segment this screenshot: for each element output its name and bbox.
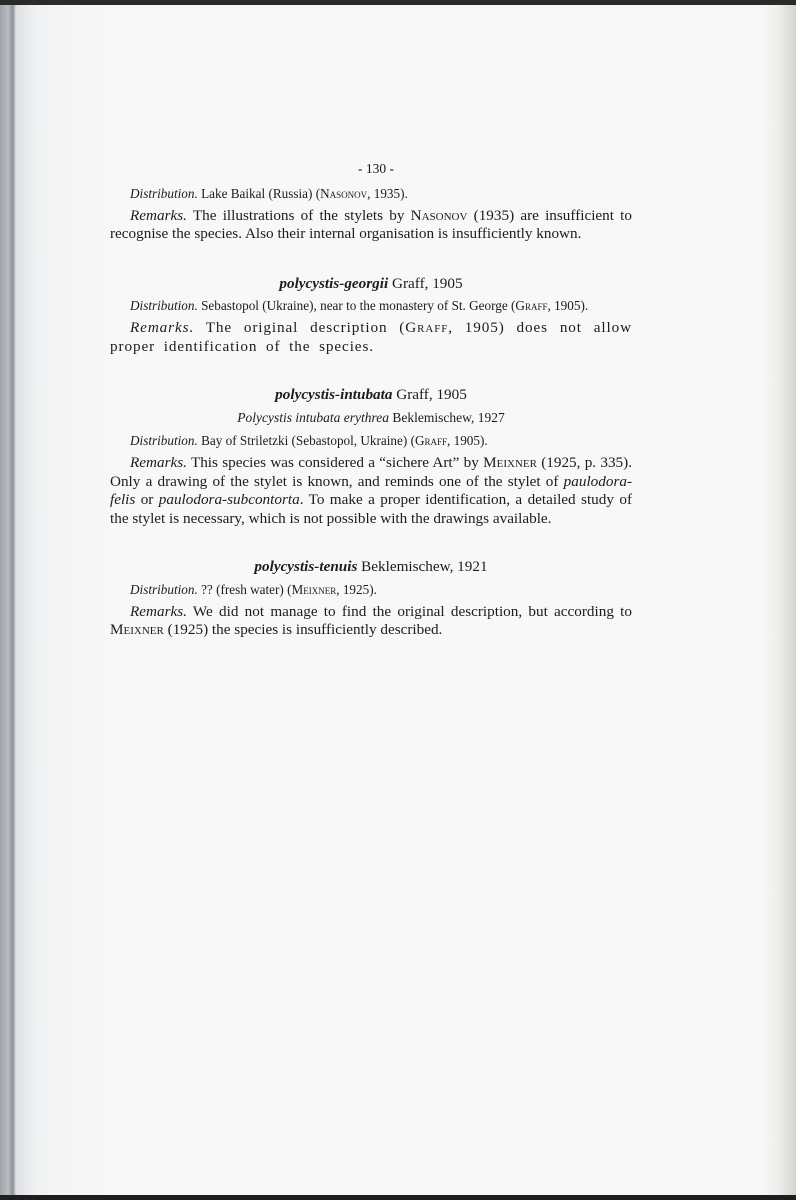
- citation-author: Graff: [414, 433, 448, 448]
- remarks-text: or: [135, 491, 159, 508]
- page-number: - 130 -: [358, 161, 394, 176]
- species-name: polycystis-georgii: [279, 274, 389, 292]
- species-heading: [110, 558, 632, 577]
- species-entry-intubata: [110, 386, 632, 528]
- species-reference: paulodora-felis: [110, 472, 632, 508]
- distribution-text: Sebastopol (Ukraine), near to the monastery of St. George (: [197, 298, 516, 313]
- remarks-text: We did not manage to find the original description, but according to: [186, 602, 632, 620]
- scan-bottom-edge: [0, 1195, 796, 1200]
- page-content: [110, 160, 632, 640]
- distribution-paragraph: [110, 581, 632, 598]
- remarks-label: Remarks.: [130, 206, 187, 224]
- remarks-label: Remarks.: [130, 319, 195, 336]
- species-name: polycystis-intubata: [275, 386, 393, 403]
- citation-author: Graff: [405, 319, 449, 336]
- remarks-label: Remarks.: [130, 602, 187, 620]
- distribution-paragraph: [110, 432, 632, 449]
- remarks-text: , 1905) does not allow proper identification of the species.: [110, 319, 632, 355]
- species-heading: [110, 386, 632, 405]
- species-name: polycystis-tenuis: [254, 558, 358, 575]
- remarks-paragraph: [110, 319, 632, 356]
- scan-top-edge: [0, 0, 796, 5]
- remarks-text: (1935) are insufficient to recognise the species. Also their internal organisation is insufficiently known.: [110, 206, 632, 242]
- synonym-name: Polycystis intubata erythrea: [237, 409, 389, 425]
- remarks-text: This species was considered a “sichere Art” by: [186, 454, 484, 471]
- distribution-label: Distribution.: [130, 581, 198, 597]
- citation-year: , 1925).: [336, 581, 377, 597]
- distribution-label: Distribution.: [130, 185, 198, 201]
- species-authority: Graff, 1905: [388, 274, 463, 292]
- distribution-text: ?? (fresh water) (: [197, 581, 292, 597]
- citation-author: Meixner: [291, 581, 337, 597]
- synonym-authority: Beklemischew, 1927: [388, 409, 505, 425]
- distribution-paragraph: [110, 297, 632, 314]
- citation-author: Nasonov: [320, 185, 368, 201]
- citation-author: Nasonov: [410, 206, 468, 224]
- citation-author: Meixner: [110, 621, 164, 638]
- species-reference: paulodora-subcontorta: [158, 491, 300, 508]
- distribution-paragraph: [110, 185, 632, 202]
- citation-year: , 1935).: [367, 185, 408, 201]
- species-entry-tenuis: [110, 558, 632, 640]
- species-authority: Graff, 1905: [392, 386, 467, 403]
- species-entry-georgii: [110, 275, 632, 357]
- citation-author: Meixner: [483, 454, 537, 471]
- remarks-text: . To make a proper identification, a detailed study of the stylet is necessary, which is not possible with the drawings available.: [110, 491, 632, 527]
- remarks-text: The illustrations of the stylets by: [186, 206, 411, 224]
- remarks-paragraph: [110, 603, 632, 640]
- remarks-text: (1925, p. 335). Only a drawing of the stylet is known, and reminds one of the stylet of: [110, 454, 632, 490]
- citation-author: Graff: [515, 298, 548, 313]
- citation-year: , 1905).: [447, 433, 488, 448]
- distribution-text: Bay of Striletzki (Sebastopol, Ukraine) (: [197, 433, 415, 448]
- remarks-paragraph: [110, 207, 632, 244]
- distribution-label: Distribution.: [130, 433, 198, 448]
- species-authority: Beklemischew, 1921: [357, 558, 488, 575]
- distribution-text: Lake Baikal (Russia) (: [197, 185, 321, 201]
- remarks-paragraph: [110, 454, 632, 528]
- citation-year: , 1905).: [547, 298, 589, 313]
- distribution-label: Distribution.: [130, 298, 198, 313]
- synonym-line: [110, 409, 632, 428]
- species-heading: [110, 275, 632, 294]
- remarks-text: (1925) the species is insufficiently described.: [163, 621, 443, 638]
- remarks-text: The original description (: [194, 319, 406, 336]
- remarks-label: Remarks.: [130, 454, 187, 471]
